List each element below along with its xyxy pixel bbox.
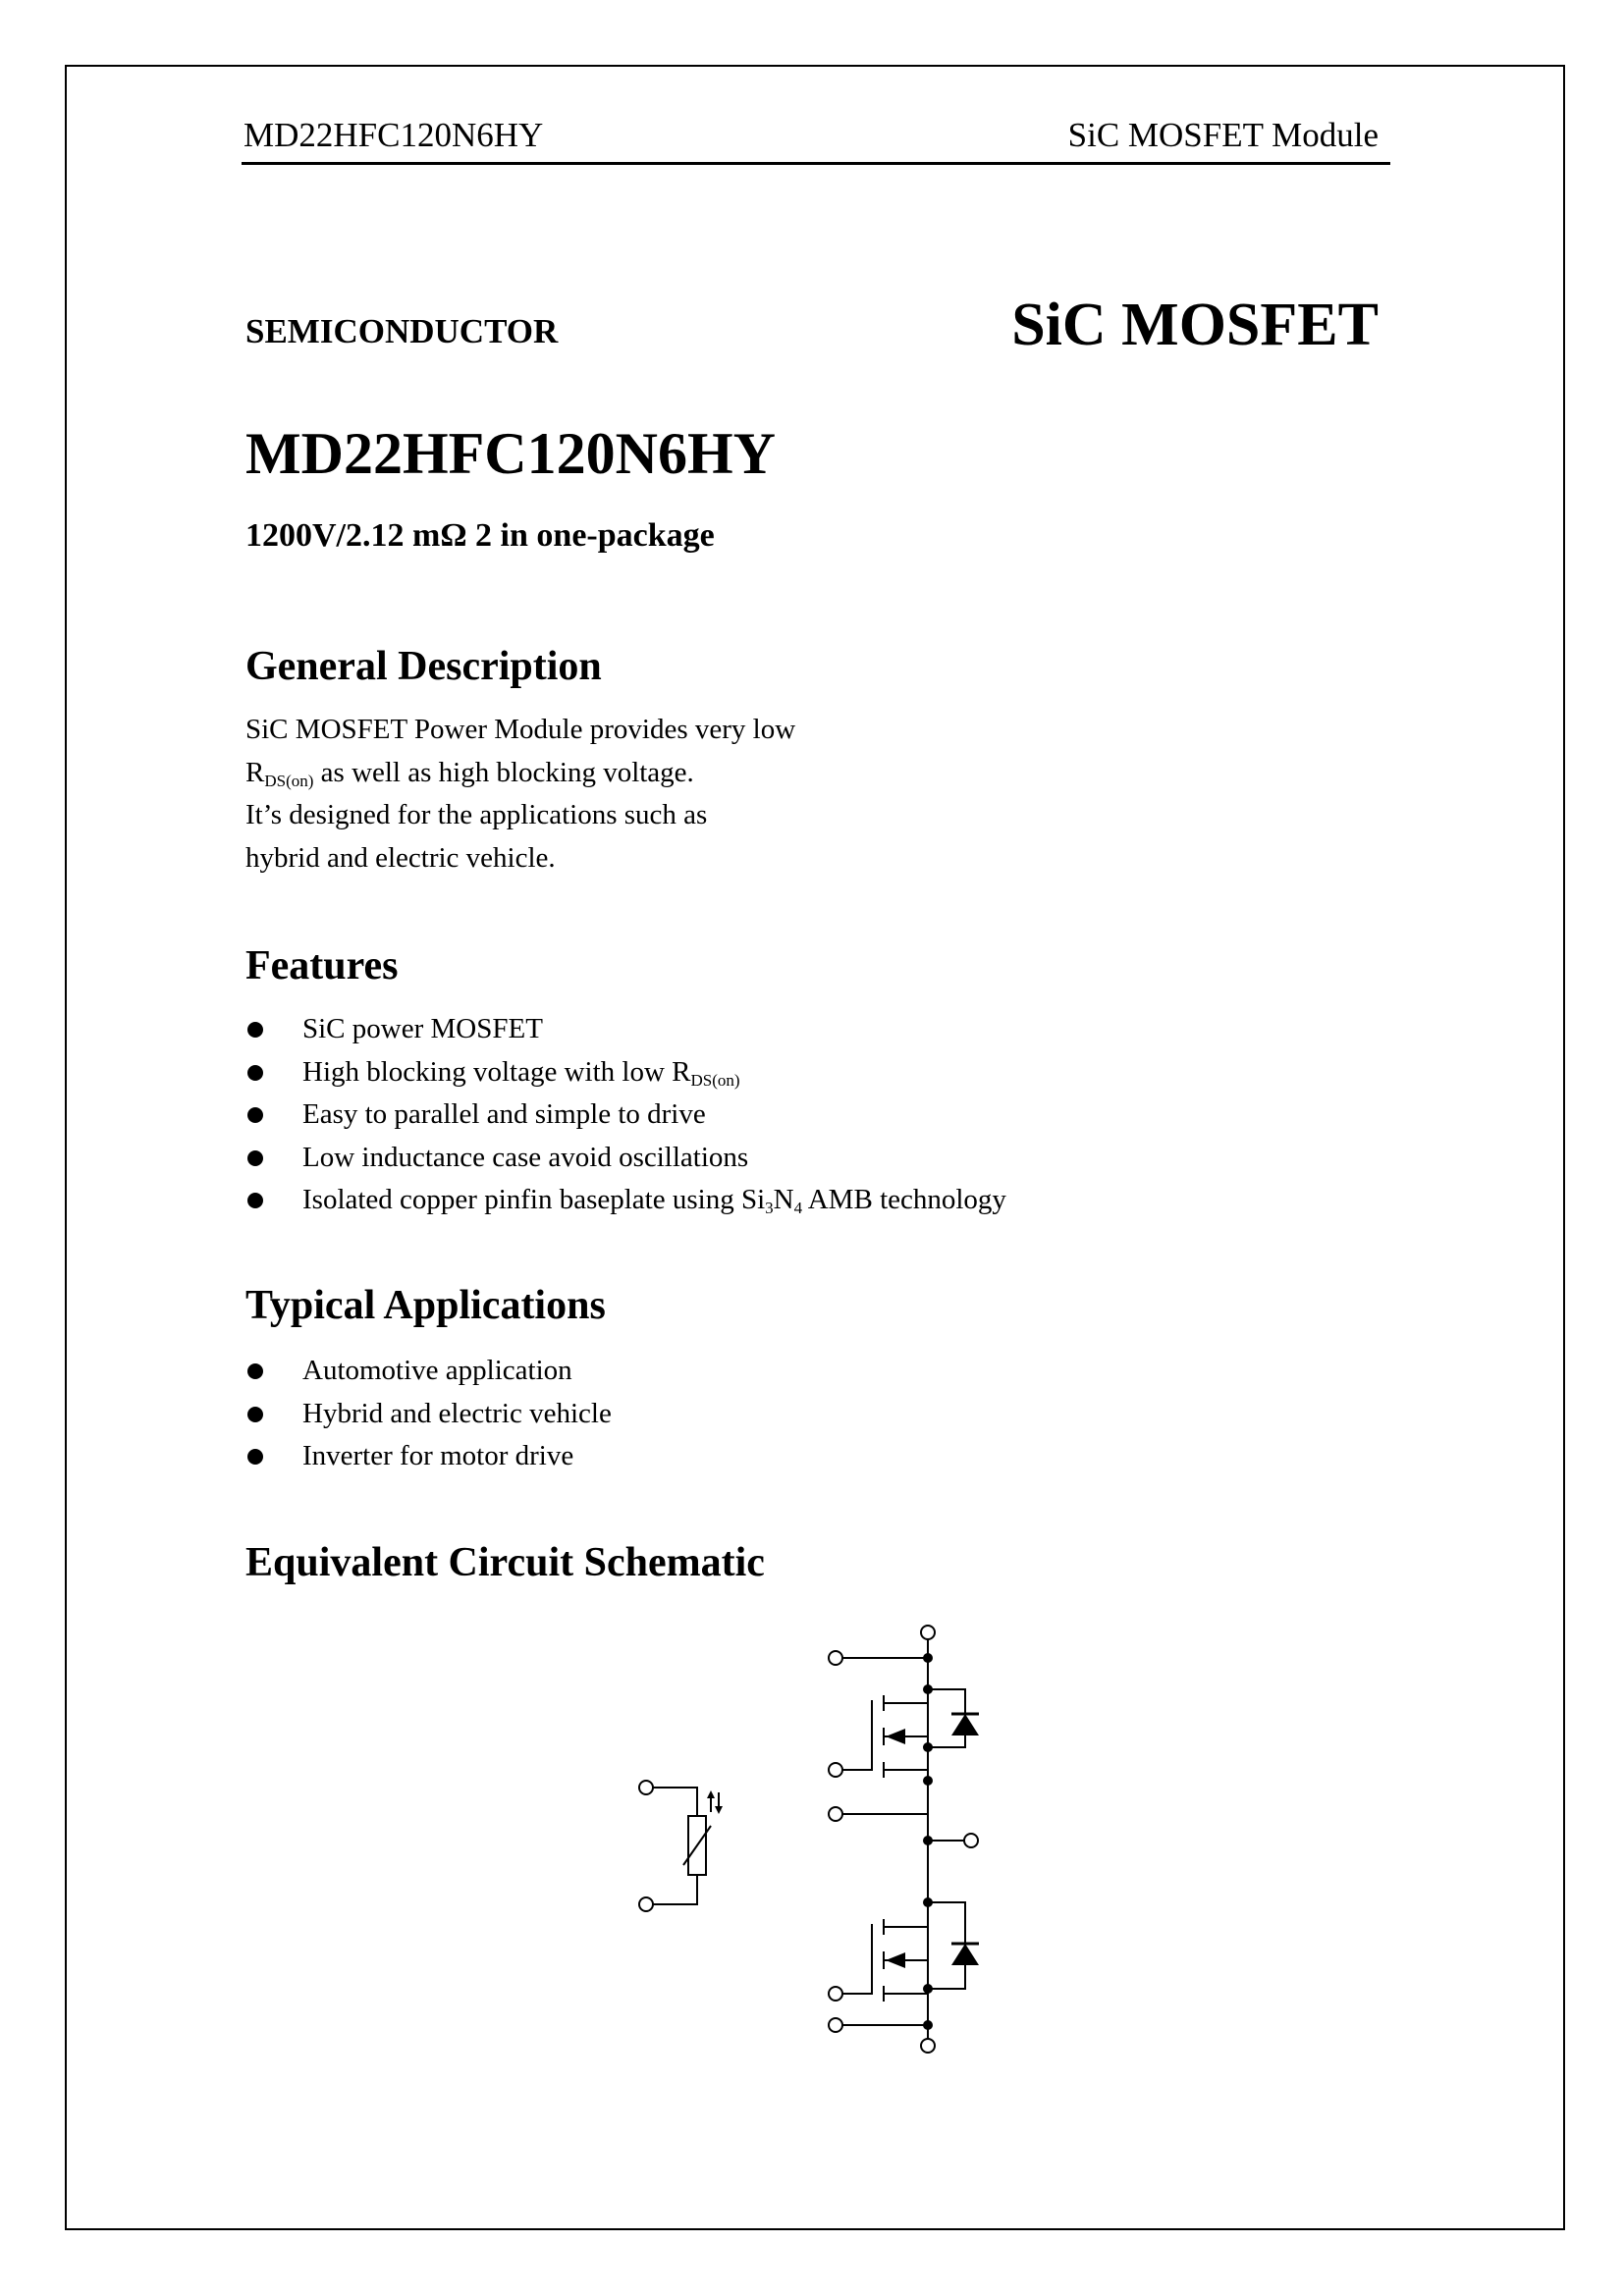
list-item: Automotive application	[245, 1350, 612, 1393]
bullet-icon	[247, 1363, 263, 1379]
drain-terminal-icon	[921, 1626, 935, 1639]
list-item: Isolated copper pinfin baseplate using $Si_3N_4$ AMB technology	[245, 1179, 1006, 1222]
list-item: Low inductance case avoid oscillations	[245, 1137, 1006, 1180]
bullet-icon	[247, 1065, 263, 1081]
gate-terminal-icon	[829, 1763, 842, 1777]
upper-diode-icon	[928, 1689, 979, 1747]
description-line-4: hybrid and electric vehicle.	[245, 841, 556, 874]
general-description-text	[245, 709, 795, 880]
bullet-icon	[247, 1107, 263, 1123]
general-description-heading: General Description	[245, 644, 602, 689]
description-line-1: SiC MOSFET Power Module provides very low	[245, 714, 796, 745]
applications-list	[245, 1350, 612, 1478]
rating-subtitle: 1200V/2.12 mΩ 2 in one-package	[245, 517, 715, 554]
category-label: SEMICONDUCTOR	[245, 312, 559, 350]
thermistor-icon	[639, 1781, 723, 1911]
list-item: High blocking voltage with low $R_{DS(on)}$	[245, 1051, 1006, 1095]
terminal-icon	[829, 2018, 842, 2032]
output-terminal-icon	[964, 1834, 978, 1847]
header-rule	[242, 162, 1390, 165]
bullet-icon	[247, 1193, 263, 1208]
product-type: SiC MOSFET	[1011, 292, 1379, 358]
features-list	[245, 1008, 1006, 1222]
list-item: SiC power MOSFET	[245, 1008, 1006, 1051]
schematic-heading: Equivalent Circuit Schematic	[245, 1540, 765, 1585]
lower-mosfet-icon	[829, 1919, 928, 2002]
features-heading: Features	[245, 943, 399, 988]
gate-terminal-icon	[829, 1987, 842, 2001]
header-doc-type: SiC MOSFET Module	[1067, 116, 1379, 154]
list-item: Inverter for motor drive	[245, 1435, 612, 1478]
bullet-icon	[247, 1022, 263, 1038]
description-line-3: It’s designed for the applications such as	[245, 799, 708, 830]
bullet-icon	[247, 1150, 263, 1166]
list-item: Hybrid and electric vehicle	[245, 1393, 612, 1436]
list-item: Easy to parallel and simple to drive	[245, 1094, 1006, 1137]
terminal-icon	[829, 1651, 842, 1665]
header-part-number: MD22HFC120N6HY	[244, 116, 544, 154]
bullet-icon	[247, 1449, 263, 1465]
lower-diode-icon	[928, 1902, 979, 1989]
terminal-icon	[829, 1807, 842, 1821]
page-title: MD22HFC120N6HY	[245, 421, 776, 486]
applications-heading: Typical Applications	[245, 1283, 606, 1328]
upper-mosfet-icon	[829, 1695, 928, 1778]
bullet-icon	[247, 1407, 263, 1422]
source-terminal-icon	[921, 2039, 935, 2053]
description-line-2: $R_{DS(on)}$ as well as high blocking voltage.	[245, 756, 694, 790]
circuit-schematic	[609, 1610, 1021, 2061]
